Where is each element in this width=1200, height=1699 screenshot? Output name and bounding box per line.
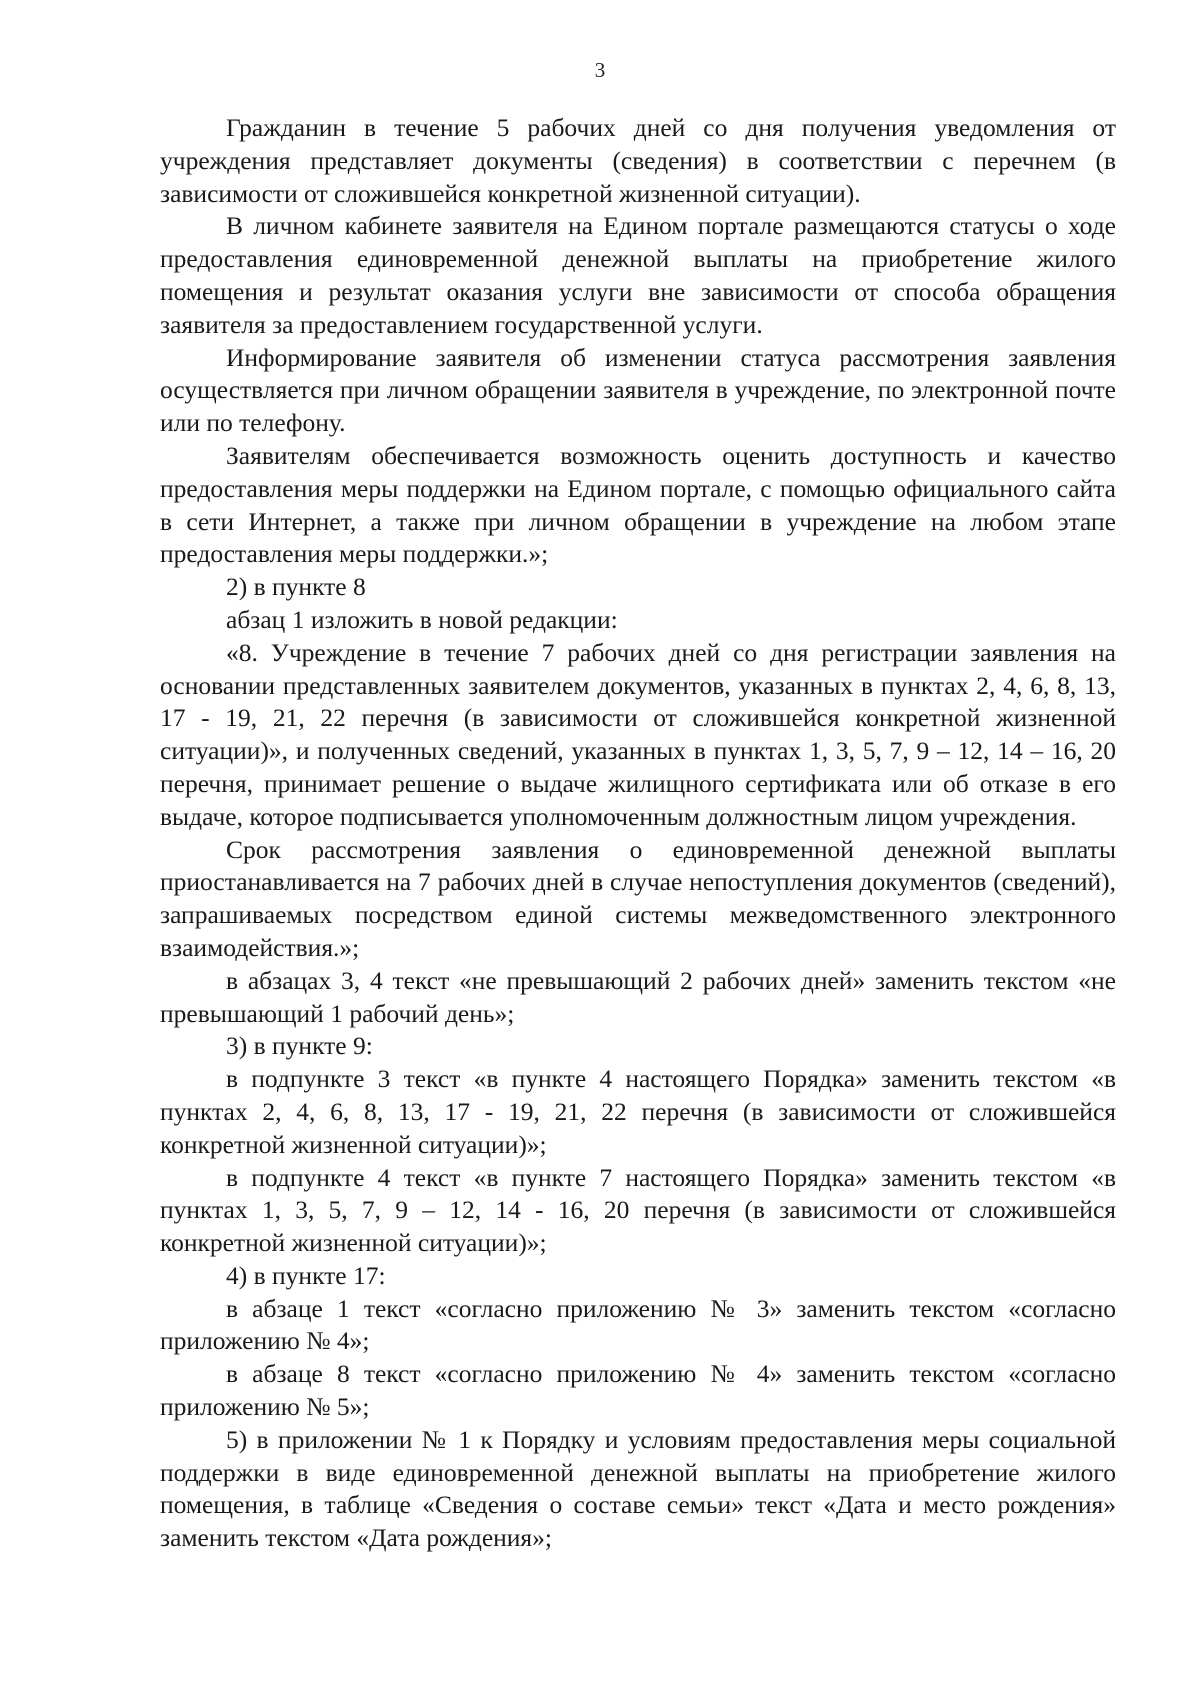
paragraph: 2) в пункте 8 — [226, 572, 366, 602]
paragraph: «8. Учреждение в течение 7 рабочих дней со дня регистрации заявления на основании представленных заявителем документов, указанных в пунктах 2, 4, 6, 8, 13, 17 - 19, 21, 22 перечня (в зависимости от сложившейся конкретной жизненной ситуации)», и полученных сведений, указанных в пунктах 1, 3, 5, 7, 9 – 12, 14 – 16, 20 перечня, принимает решение о выдаче жилищного сертификата или об отказе в его выдаче, которое подписывается уполномоченным должностным лицом учреждения. — [160, 637, 1116, 831]
document-body — [160, 112, 1116, 1555]
paragraph: в подпункте 4 текст «в пункте 7 настоящего Порядка» заменить текстом «в пунктах 1, 3, 5, 7, 9 – 12, 14 - 16, 20 перечня (в зависимости от сложившейся конкретной жизненной ситуации)»; — [160, 1162, 1116, 1258]
paragraph: в абзацах 3, 4 текст «не превышающий 2 рабочих дней» заменить текстом «не превышающий 1 рабочий день»; — [160, 965, 1116, 1028]
paragraph: 5) в приложении № 1 к Порядку и условиям предоставления меры социальной поддержки в виде единовременной денежной выплаты на приобретение жилого помещения, в таблице «Сведения о составе семьи» текст «Дата и место рождения» заменить текстом «Дата рождения»; — [160, 1424, 1116, 1553]
paragraph: Информирование заявителя об изменении статуса рассмотрения заявления осуществляется при личном обращении заявителя в учреждение, по электронной почте или по телефону. — [160, 342, 1116, 438]
paragraph: в подпункте 3 текст «в пункте 4 настоящего Порядка» заменить текстом «в пунктах 2, 4, 6, 8, 13, 17 - 19, 21, 22 перечня (в зависимости от сложившейся конкретной жизненной ситуации)»; — [160, 1064, 1116, 1159]
paragraph: В личном кабинете заявителя на Едином портале размещаются статусы о ходе предоставления единовременной денежной выплаты на приобретение жилого помещения и результат оказания услуги вне зависимости от способа обращения заявителя за предоставлением государственной услуги. — [160, 211, 1116, 339]
paragraph: в абзаце 8 текст «согласно приложению № 4» заменить текстом «согласно приложению № 5»; — [160, 1359, 1116, 1422]
paragraph: 4) в пункте 17: — [226, 1260, 386, 1290]
page-number: 3 — [594, 58, 606, 82]
paragraph: Гражданин в течение 5 рабочих дней со дня получения уведомления от учреждения представляет документы (сведения) в соответствии с перечнем (в зависимости от сложившейся конкретной жизненной ситуации). — [160, 113, 1116, 208]
paragraph: Заявителям обеспечивается возможность оценить доступность и качество предоставления меры поддержки на Едином портале, с помощью официального сайта в сети Интернет, а также при личном обращении в учреждение на любом этапе предоставления меры поддержки.»; — [160, 440, 1116, 569]
paragraph: 3) в пункте 9: — [226, 1031, 373, 1061]
paragraph: абзац 1 изложить в новой редакции: — [226, 604, 618, 634]
paragraph: в абзаце 1 текст «согласно приложению № 3» заменить текстом «согласно приложению № 4»; — [160, 1293, 1116, 1356]
paragraph: Срок рассмотрения заявления о единовременной денежной выплаты приостанавливается на 7 рабочих дней в случае непоступления документов (сведений), запрашиваемых посредством единой системы межведомственного электронного взаимодействия.»; — [160, 834, 1116, 962]
